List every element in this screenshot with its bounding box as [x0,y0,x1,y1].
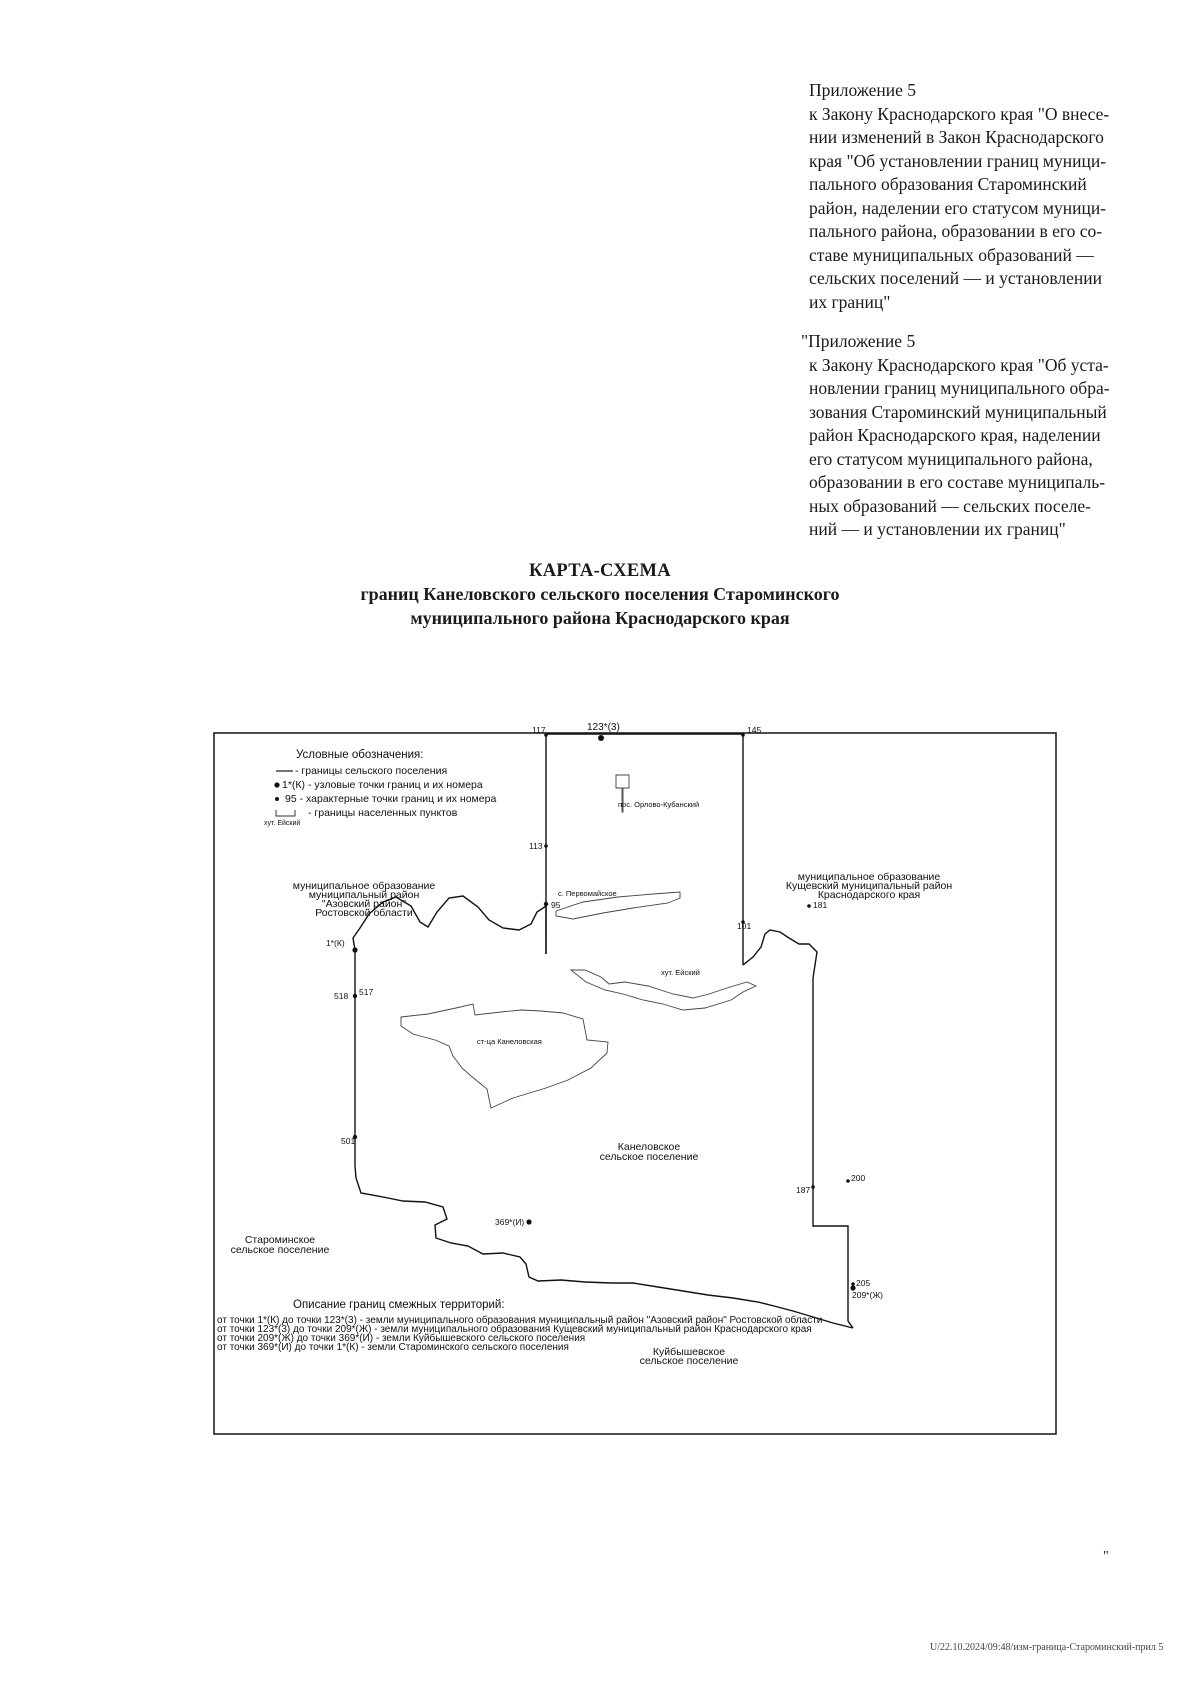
description-line: от точки 209*(Ж) до точки 369*(И) - земли Куйбышевского сельского поселения [217,1333,586,1344]
appendix-current-heading: Приложение 5 [809,80,917,100]
appendix-original-heading: "Приложение 5 [801,331,916,351]
boundary-map [213,722,1057,1435]
label-p209: 209*(Ж) [852,1290,883,1300]
settlement-eysky: хут. Ейский [661,968,700,977]
legend-item: - границы населенных пунктов [308,807,458,819]
appendix-original-line: новлении границ муниципального обра- [809,378,1110,398]
appendix-current-line: их границ" [809,291,891,312]
appendix-original-line: ний — и установлении их границ" [809,519,1066,539]
label-p117: 117 [532,725,546,735]
appendix-current [809,79,1169,314]
feature-point [353,994,357,998]
appendix-current-line: края "Об установлении границ муници- [809,150,1107,171]
document-title: КАРТА-СХЕМА [529,561,671,581]
feature-point [544,844,548,848]
legend-point-swatch [275,797,279,801]
neighbor-azov: "Азовский район" [321,898,407,910]
label-p95: 95 [551,900,561,910]
label-p369: 369*(И) [495,1217,525,1227]
feature-point [741,733,745,737]
label-p181: 181 [813,900,828,910]
settlement-outlines [401,775,756,1108]
appendix-original-line: зования Староминский муниципальный [809,401,1107,422]
label-p101: 101 [737,921,752,931]
label-p518: 518 [334,991,349,1001]
settlement-kanelovskaya: ст-ца Канеловская [477,1037,542,1046]
boundary-segment-south-west [355,950,853,1328]
legend-item: 95 - характерные точки границ и их номера [285,793,497,805]
settlement-boundary [353,734,853,1328]
neighbor-azov: Ростовской области [315,907,413,919]
appendix-current-line: к Закону Краснодарского края "О внесе- [809,103,1110,124]
label-p517: 517 [359,987,374,997]
legend-sample-settlement: хут. Ейский [264,820,301,827]
document-subtitle-line1: границ Канеловского сельского поселения Староминского [360,584,840,604]
neighbor-kushchevsky: Краснодарского края [817,889,921,901]
appendix-current-line: ставе муниципальных образований — [809,244,1094,265]
kanelovskoe-label: сельское поселение [599,1151,699,1163]
settlement-labels [477,800,700,1046]
neighbor-azov: муниципальный район [308,889,420,901]
legend-item: - границы сельского поселения [295,765,448,777]
label-p205: 205 [856,1278,871,1288]
label-p200: 200 [851,1173,866,1183]
appendix-original-line: ных образований — сельских поселе- [809,495,1091,516]
document-subtitle-line2: муниципального района Краснодарского края [410,608,790,628]
label-p187: 187 [796,1185,811,1195]
adjacent-description [217,1299,822,1353]
description-line: от точки 369*(И) до точки 1*(К) - земли Староминского сельского поселения [217,1342,569,1353]
label-p501: 501 [341,1136,356,1146]
neighbor-starominskoe: Староминское [244,1234,316,1246]
neighbor-kushchevsky: Кущевский муниципальный район [785,880,953,892]
closing-quote-mark: " [1103,1549,1109,1564]
node-point [598,735,604,741]
description-title: Описание границ смежных территорий: [293,1299,505,1311]
feature-point [846,1179,850,1183]
legend-item: 1*(К) - узловые точки границ и их номера [282,779,483,791]
label-p113: 113 [529,841,543,851]
neighbor-azov: муниципальное образование [292,880,436,892]
appendix-current-line: нии изменений в Закон Краснодарского [809,127,1104,147]
neighbor-kuybyshevskoe: Куйбышевское [652,1346,726,1358]
label-p1K: 1*(К) [326,938,345,948]
legend-node-swatch [274,782,279,787]
label-p123: 123*(3) [587,722,620,733]
neighbor-kuybyshevskoe: сельское поселение [639,1355,739,1367]
legend-title: Условные обозначения: [296,749,424,761]
boundary-segment-east [743,930,853,1328]
appendix-original-line: район Краснодарского края, наделении [809,425,1101,445]
appendix-current-line: пального района, образовании в его со- [809,221,1103,241]
settlement-orlovo: пос. Орлово-Кубанский [618,800,700,809]
appendix-current-line: район, наделении его статусом муници- [809,197,1107,218]
appendix-original-line: его статусом муниципального района, [809,448,1093,469]
feature-point [807,904,811,908]
neighbor-starominskoe: сельское поселение [230,1244,330,1256]
neighbor-kushchevsky: муниципальное образование [797,871,941,883]
settlement-pervomayskoe: с. Первомайское [558,889,617,898]
appendix-original-line: к Закону Краснодарского края "Об уста- [809,354,1109,375]
legend-settlement-swatch [276,810,295,816]
appendix-original [801,330,1169,542]
description-line: от точки 1*(К) до точки 123*(3) - земли муниципального образования муниципальный район "Азовский район" Ростовской области [217,1315,823,1326]
appendix-current-line: сельских поселений — и установлении [809,268,1102,288]
map-legend [264,749,496,827]
label-p145: 145 [747,725,762,735]
feature-point [544,902,548,906]
feature-point [811,1185,815,1189]
file-stamp: U/22.10.2024/09:48/изм-граница-Староминский-прил 5 [930,1642,1164,1653]
node-point [526,1219,531,1224]
boundary-segment-north [546,734,743,965]
appendix-current-line: пального образования Староминский [809,174,1087,194]
appendix-original-line: образовании в его составе муниципаль- [809,472,1106,492]
node-point [352,947,357,952]
kanelovskaya-outline [401,1004,608,1108]
description-line: от точки 123*(3) до точки 209*(Ж) - земли муниципального образования Кущевский муниципальный район Краснодарского края [217,1324,812,1335]
feature-point [851,1282,855,1286]
kanelovskoe-label: Канеловское [617,1141,681,1153]
